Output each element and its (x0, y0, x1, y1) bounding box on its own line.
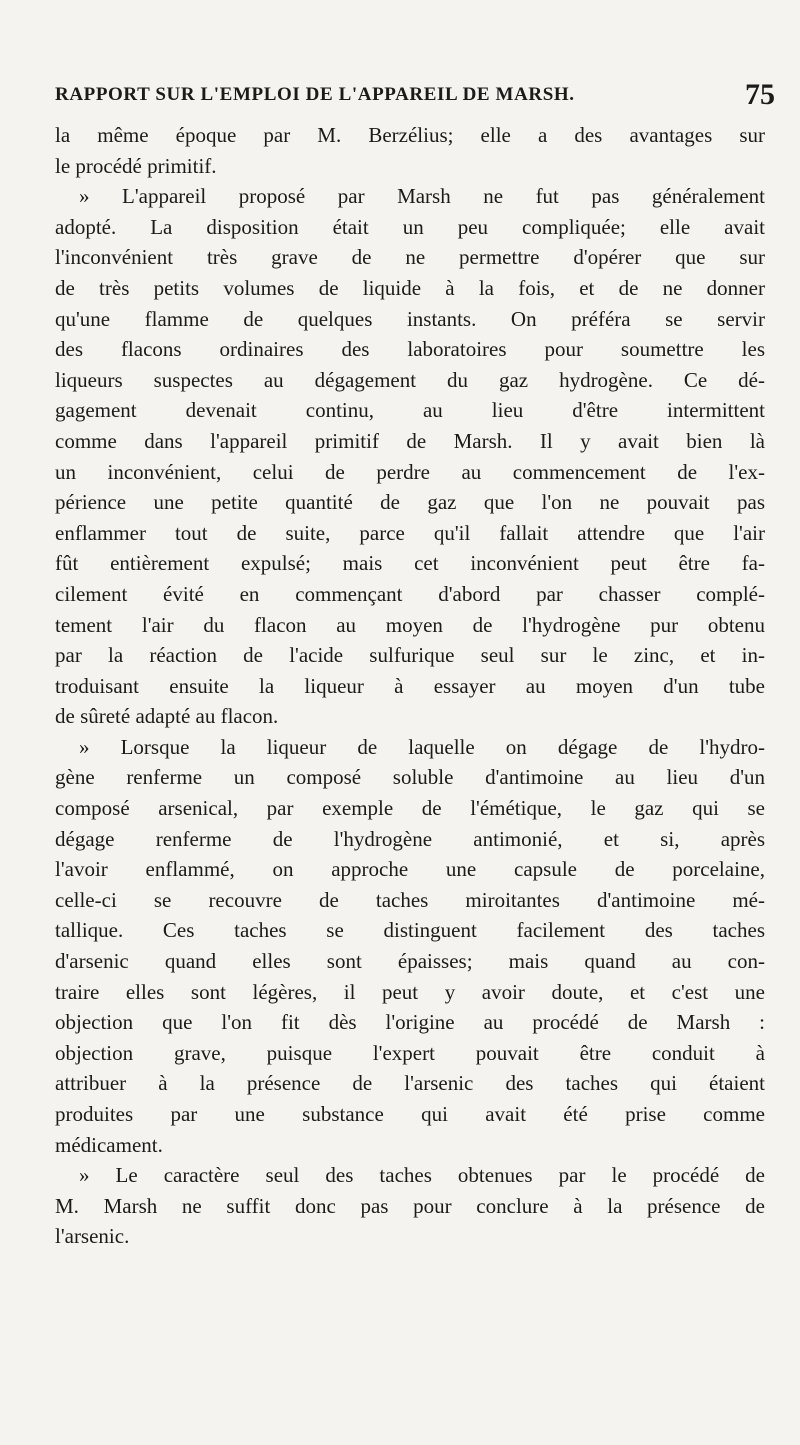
text-line: liqueurs suspectes au dégagement du gaz hydrogène. Ce dé- (55, 367, 765, 392)
text-line: produites par une substance qui avait été prise comme (55, 1102, 765, 1126)
text-line: le procédé primitif. (55, 153, 217, 178)
text-line: l'inconvénient très grave de ne permettre d'opérer que sur (55, 245, 765, 270)
text-line: cilement évité en commençant d'abord par chasser complé- (55, 581, 765, 606)
text-line: des flacons ordinaires des laboratoires pour soumettre les (55, 337, 765, 362)
text-line: traire elles sont légères, il peut y avoir doute, et c'est une (55, 979, 765, 1004)
running-head (55, 78, 775, 118)
text-line: la même époque par M. Berzélius; elle a des avantages sur (55, 123, 765, 147)
text-line: qu'une flamme de quelques instants. On préféra se servir (55, 306, 765, 331)
text-line: l'avoir enflammé, on approche une capsule de porcelaine, (55, 857, 765, 882)
text-line: gène renferme un composé soluble d'antimoine au lieu d'un (55, 765, 765, 790)
text-line: tallique. Ces taches se distinguent facilement des taches (55, 918, 765, 943)
running-title: RAPPORT SUR L'EMPLOI DE L'APPAREIL DE MARSH. (55, 84, 575, 105)
text-line: troduisant ensuite la liqueur à essayer au moyen d'un tube (55, 673, 765, 698)
text-line: » L'appareil proposé par Marsh ne fut pas généralement (79, 184, 765, 209)
text-line: attribuer à la présence de l'arsenic des taches qui étaient (55, 1071, 765, 1096)
text-line: l'arsenic. (55, 1224, 130, 1249)
text-body (55, 120, 765, 1252)
text-line: médicament. (55, 1132, 163, 1157)
text-line: d'arsenic quand elles sont épaisses; mais quand au con- (55, 949, 765, 974)
text-line: M. Marsh ne suffit donc pas pour conclure à la présence de (55, 1193, 765, 1218)
text-line: » Lorsque la liqueur de laquelle on dégage de l'hydro- (79, 734, 765, 759)
text-line: adopté. La disposition était un peu compliquée; elle avait (55, 214, 765, 239)
text-line: gagement devenait continu, au lieu d'être intermittent (55, 398, 765, 423)
text-line: celle-ci se recouvre de taches miroitantes d'antimoine mé- (55, 887, 765, 912)
text-line: » Le caractère seul des taches obtenues par le procédé de (79, 1163, 765, 1188)
text-line: par la réaction de l'acide sulfurique seul sur le zinc, et in- (55, 643, 765, 668)
text-line: un inconvénient, celui de perdre au commencement de l'ex- (55, 459, 765, 484)
text-line: objection que l'on fit dès l'origine au procédé de Marsh : (55, 1010, 765, 1035)
page-number: 75 (745, 78, 775, 111)
text-line: dégage renferme de l'hydrogène antimonié, et si, après (55, 826, 765, 851)
text-line: périence une petite quantité de gaz que l'on ne pouvait pas (55, 490, 765, 515)
text-line: fût entièrement expulsé; mais cet inconvénient peut être fa- (55, 551, 765, 576)
text-line: comme dans l'appareil primitif de Marsh. Il y avait bien là (55, 428, 765, 453)
text-line: composé arsenical, par exemple de l'émétique, le gaz qui se (55, 796, 765, 821)
text-line: enflammer tout de suite, parce qu'il fallait attendre que l'air (55, 520, 765, 545)
text-line: tement l'air du flacon au moyen de l'hydrogène pur obtenu (55, 612, 765, 637)
text-line: de très petits volumes de liquide à la fois, et de ne donner (55, 275, 765, 300)
text-line: objection grave, puisque l'expert pouvait être conduit à (55, 1040, 765, 1065)
text-line: de sûreté adapté au flacon. (55, 704, 279, 729)
